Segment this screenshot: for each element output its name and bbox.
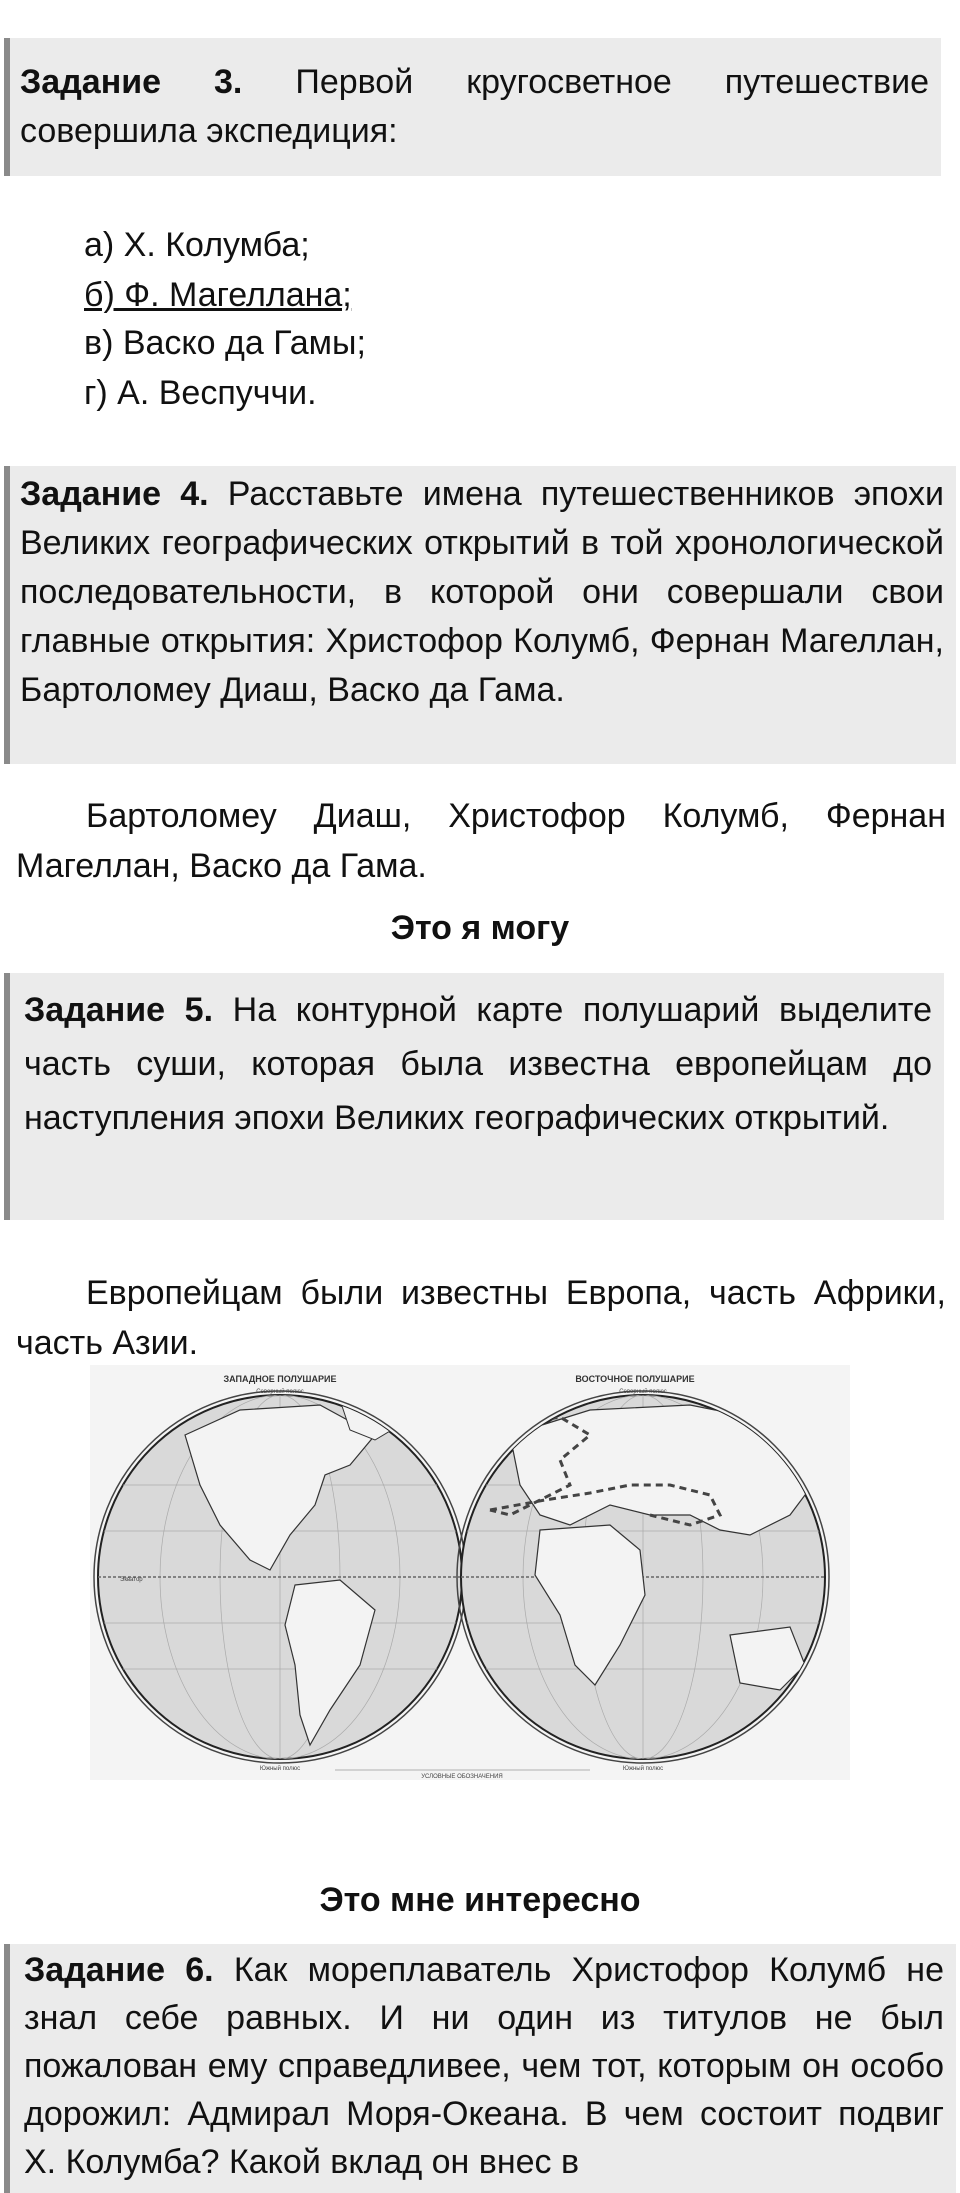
- task-3-box: [4, 38, 941, 176]
- west-hemisphere-title: ЗАПАДНОЕ ПОЛУШАРИЕ: [223, 1374, 337, 1384]
- task-5-answer: Европейцам были известны Европа, часть Африки, часть Азии.: [16, 1274, 946, 1362]
- task-5-box: [4, 973, 944, 1220]
- task-6-box: [4, 1944, 956, 2193]
- task-4-label: Задание 4.: [20, 475, 209, 513]
- option-a: а) Х. Колумба;: [84, 226, 310, 264]
- equator-label-west: Экватор: [120, 1577, 143, 1583]
- task-3-label: Задание 3.: [20, 63, 243, 101]
- task-5-label: Задание 5.: [24, 991, 214, 1029]
- task-4-answer: Бартоломеу Диаш, Христофор Колумб, Фернан Магеллан, Васко да Гама.: [16, 797, 946, 885]
- hemispheres-map-svg: [90, 1365, 850, 1780]
- task-6-label: Задание 6.: [24, 1951, 214, 1989]
- task-5-text: На контурной карте полушарий выделите часть суши, которая была известна европейцам до наступления эпохи Великих географических открытий.: [24, 991, 932, 1137]
- option-d: г) А. Веспуччи.: [84, 374, 317, 412]
- option-c: в) Васко да Гамы;: [84, 324, 366, 362]
- south-pole-label-west: Южный полюс: [259, 1766, 301, 1772]
- task-3-text: Первой кругосветное путешествие совершила экспедиция:: [20, 63, 929, 150]
- option-b-correct: б) Ф. Магеллана;: [84, 276, 352, 314]
- task-4-box: [4, 466, 956, 764]
- task-4-text: Расставьте имена путешественников эпохи Великих географических открытий в той хронологической последовательности, в которой они совершали свои главные открытия: Христофор Колумб, Фернан Магеллан, Бартоломеу Диаш, Васко да Гама.: [20, 475, 944, 709]
- section-heading-can-do: Это я могу: [390, 909, 570, 947]
- hemispheres-map: [90, 1365, 850, 1780]
- south-pole-label-east: Южный полюс: [622, 1766, 664, 1772]
- north-pole-label-west: Северный полюс: [256, 1389, 304, 1395]
- task-6-text: Как мореплаватель Христофор Колумб не знал себе равных. И ни один из титулов не был пожалован ему справедливее, чем тот, которым он особо дорожил: Адмирал Моря-Океана. В чем состоит подвиг Х. Колумба? Какой вклад он внес в: [24, 1951, 944, 2181]
- north-pole-label-east: Северный полюс: [619, 1389, 667, 1395]
- east-hemisphere-title: ВОСТОЧНОЕ ПОЛУШАРИЕ: [575, 1374, 695, 1384]
- legend-label: УСЛОВНЫЕ ОБОЗНАЧЕНИЯ: [421, 1774, 503, 1780]
- section-heading-interesting: Это мне интересно: [319, 1881, 641, 1919]
